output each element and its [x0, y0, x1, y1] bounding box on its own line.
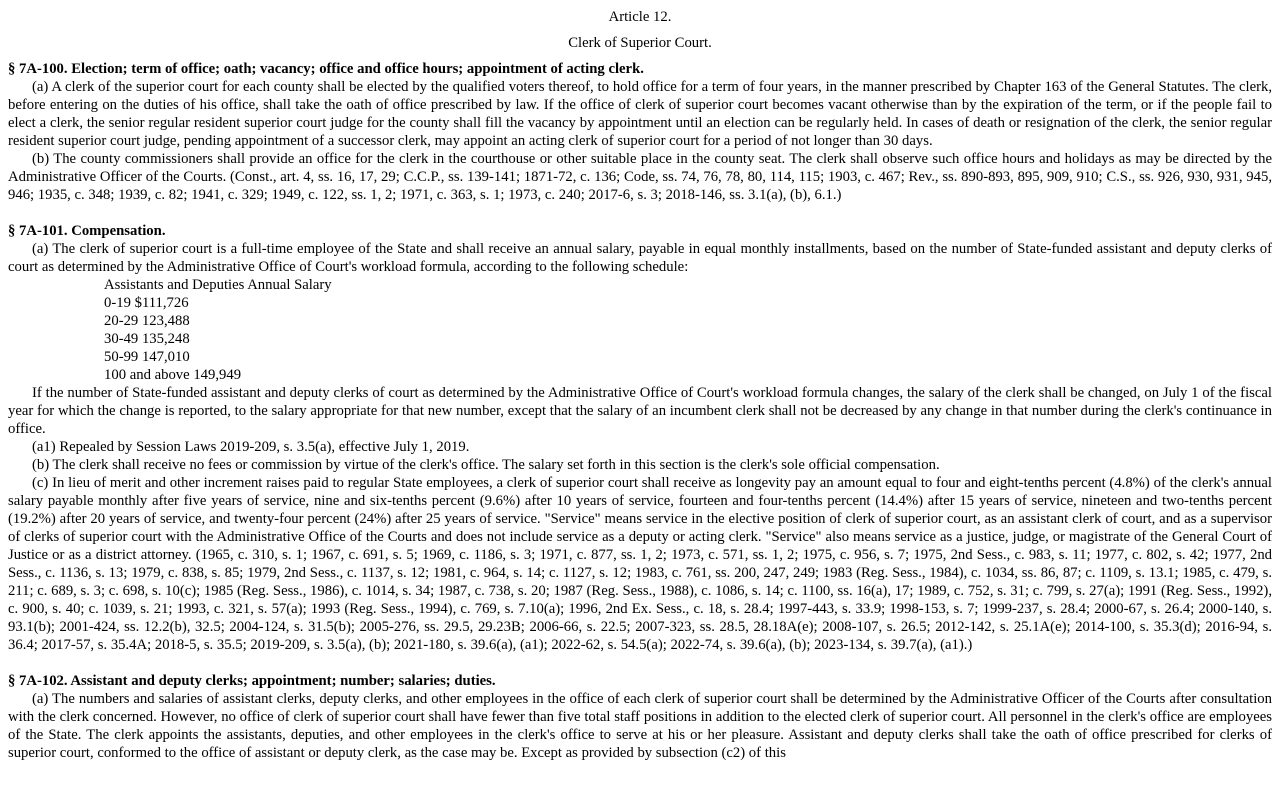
- section-heading: § 7A-100. Election; term of office; oath; vacancy; office and office hours; appointment of acting clerk.: [8, 61, 644, 77]
- section-spacer: [8, 204, 1272, 222]
- paragraph-a: (a) The numbers and salaries of assistant clerks, deputy clerks, and other employees in the office of each clerk of superior court shall be determined by the Administrative Officer of the Courts after consultation with the clerk concerned. However, no office of clerk of superior court shall have fewer than five total staff positions in addition to the elected clerk of superior court. All personnel in the clerk's office are employees of the State. The clerk appoints the assistants, deputies, and other employees in the clerk's office to serve at his or her pleasure. Assistant and deputy clerks shall take the oath of office prescribed for clerks of superior court, conformed to the office of assistant or deputy clerk, as the case may be. Except as provided by subsection (c2) of this: [8, 691, 1272, 761]
- section-spacer: [8, 654, 1272, 672]
- paragraph-c: (c) In lieu of merit and other increment raises paid to regular State employees, a clerk of superior court shall receive as longevity pay an amount equal to four and eight-tenths percent (4.8%) of the clerk's annual salary payable monthly after five years of service, nine and six-tenths percent (9.6%) after 10 years of service, fourteen and four-tenths percent (14.4%) after 15 years of service, nineteen and two-tenths percent (19.2%) after 20 years of service, and twenty-four percent (24%) after 25 years of service. "Service" means service in the elective position of clerk of superior court, as an assistant clerk of court, and as a supervisor of clerks of superior court with the Administrative Office of the Courts and does not include service as a deputy or acting clerk. "Service" also means service as a justice, judge, or magistrate of the General Court of Justice or as a district attorney. (1965, c. 310, s. 1; 1967, c. 691, s. 5; 1969, c. 1186, s. 3; 1971, c. 877, ss. 1, 2; 1973, c. 571, ss. 1, 2; 1975, c. 956, s. 7; 1975, 2nd Sess., c. 983, s. 11; 1977, c. 802, s. 42; 1977, 2nd Sess., c. 1136, s. 13; 1979, c. 838, s. 85; 1979, 2nd Sess., c. 1137, s. 12; 1981, c. 964, s. 14; c. 1127, s. 12; 1983, c. 761, ss. 200, 247, 249; 1983 (Reg. Sess., 1984), c. 1034, ss. 86, 87; c. 1109, s. 13.1; 1985, c. 479, s. 211; c. 689, s. 3; c. 698, s. 10(c); 1985 (Reg. Sess., 1986), c. 1014, s. 34; 1987, c. 738, s. 20; 1987 (Reg. Sess., 1988), c. 1086, s. 14; c. 1100, ss. 16(a), 17; 1989, c. 752, s. 31; c. 799, s. 27(a); 1991 (Reg. Sess., 1992), c. 900, s. 40; c. 1039, s. 21; 1993, c. 321, s. 57(a); 1993 (Reg. Sess., 1994), c. 769, s. 7.10(a); 1996, 2nd Ex. Sess., c. 18, s. 28.4; 1997-443, s. 33.9; 1998-153, s. 7; 1999-237, s. 28.4; 2000-67, s. 26.4; 2000-140, s. 93.1(b); 2001-424, ss. 12.2(b), 32.5; 2004-124, s. 31.5(b); 2005-276, ss. 29.5, 29.23B; 2006-66, s. 22.5; 2007-323, ss. 28.5, 28.18A(e); 2008-107, s. 26.5; 2012-142, s. 25.1A(e); 2014-100, s. 35.3(d); 2016-94, s. 36.4; 2017-57, s. 35.4A; 2018-5, s. 35.5; 2019-209, s. 3.5(a), (b); 2021-180, s. 39.6(a), (a1); 2022-62, s. 54.5(a); 2022-74, s. 39.6(a), (b); 2023-134, s. 39.7(a), (a1).): [8, 475, 1272, 653]
- article-title: Article 12.: [608, 9, 672, 25]
- paragraph-a1: (a1) Repealed by Session Laws 2019-209, s. 3.5(a), effective July 1, 2019.: [32, 439, 470, 455]
- paragraph-a: (a) The clerk of superior court is a full-time employee of the State and shall receive an annual salary, payable in equal monthly installments, based on the number of State-funded assistant and deputy clerks of court as determined by the Administrative Office of Court's workload formula, according to the following schedule:: [8, 241, 1272, 275]
- schedule-row: 0-19 $111,726: [104, 295, 189, 311]
- salary-schedule: [104, 276, 1272, 384]
- section-heading: § 7A-101. Compensation.: [8, 223, 166, 239]
- paragraph-b: (b) The county commissioners shall provide an office for the clerk in the courthouse or other suitable place in the county seat. The clerk shall observe such office hours and holidays as may be directed by the Administrative Officer of the Courts. (Const., art. 4, ss. 16, 17, 29; C.C.P., ss. 139-141; 1871-72, c. 136; Code, ss. 74, 76, 78, 80, 114, 115; 1903, c. 467; Rev., ss. 890-893, 895, 909, 910; C.S., ss. 926, 930, 931, 945, 946; 1935, c. 348; 1939, c. 82; 1941, c. 329; 1949, c. 122, ss. 1, 2; 1971, c. 363, s. 1; 1973, c. 240; 2017-6, s. 3; 2018-146, ss. 3.1(a), (b), 6.1.): [8, 151, 1272, 203]
- section-heading: § 7A-102. Assistant and deputy clerks; appointment; number; salaries; duties.: [8, 673, 496, 689]
- schedule-row: 20-29 123,488: [104, 313, 190, 329]
- section-7a-100: [8, 60, 1272, 204]
- section-7a-101: [8, 222, 1272, 654]
- article-subtitle: Clerk of Superior Court.: [568, 35, 712, 51]
- schedule-row: 50-99 147,010: [104, 349, 190, 365]
- paragraph-a: (a) A clerk of the superior court for each county shall be elected by the qualified voters thereof, to hold office for a term of four years, in the manner prescribed by Chapter 163 of the General Statutes. The clerk, before entering on the duties of his office, shall take the oath of office prescribed by law. If the office of clerk of superior court becomes vacant otherwise than by the expiration of the term, or if the people fail to elect a clerk, the senior regular resident superior court judge for the county shall fill the vacancy by appointment until an election can be regularly held. In cases of death or resignation of the clerk, the senior regular resident superior court judge, pending appointment of a successor clerk, may appoint an acting clerk of superior court for a period of not longer than 30 days.: [8, 79, 1272, 149]
- section-7a-102: [8, 672, 1272, 762]
- paragraph-b: (b) The clerk shall receive no fees or commission by virtue of the clerk's office. The salary set forth in this section is the clerk's sole official compensation.: [32, 457, 940, 473]
- schedule-row: 100 and above 149,949: [104, 367, 242, 383]
- schedule-row: 30-49 135,248: [104, 331, 190, 347]
- paragraph-salary-change: If the number of State-funded assistant and deputy clerks of court as determined by the Administrative Office of Court's workload formula changes, the salary of the clerk shall be changed, on July 1 of the fiscal year for which the change is reported, to the salary appropriate for that new number, except that the salary of an incumbent clerk shall not be decreased by any change in that number during the clerk's continuance in office.: [8, 385, 1272, 437]
- schedule-header: Assistants and Deputies Annual Salary: [104, 277, 332, 293]
